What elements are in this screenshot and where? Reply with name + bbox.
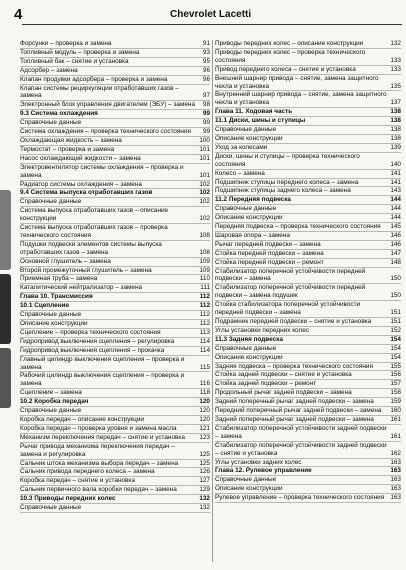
- toc-entry: [215, 268, 401, 285]
- toc-entry: [20, 311, 210, 320]
- toc-entry: [20, 389, 210, 398]
- toc-entry-page: 98: [202, 101, 210, 109]
- toc-entry: [215, 170, 401, 179]
- toc-entry: [215, 187, 401, 196]
- toc-entry-title: Описание конструкции: [215, 134, 283, 142]
- toc-entry-title: Подшипник ступицы заднего колеса – замена: [215, 187, 351, 195]
- toc-entry: [20, 258, 210, 267]
- toc-entry: [20, 128, 210, 137]
- toc-entry-page: 138: [390, 134, 401, 142]
- toc-entry-page: 147: [390, 249, 401, 257]
- toc-entry: [215, 135, 401, 144]
- toc-entry-title: Второй промежуточный глушитель – замена: [20, 266, 152, 274]
- toc-entry-title: Главный цилиндр выключения сцепления – проверка и замена: [20, 355, 185, 371]
- toc-entry: [20, 477, 210, 486]
- toc-entry-page: 120: [199, 407, 210, 415]
- toc-entry-title: Стабилизатор поперечной устойчивости задней подвески – снятие и установка: [215, 441, 387, 457]
- toc-entry-page: 150: [390, 292, 401, 300]
- toc-entry: [215, 425, 401, 442]
- toc-entry-title: 9.4 Система выпуска отработавших газов: [20, 189, 153, 197]
- toc-entry: [215, 205, 401, 214]
- toc-entry: [20, 425, 210, 434]
- toc-entry-page: 91: [202, 40, 210, 47]
- toc-entry-title: Привод переднего колеса – снятие и установка: [215, 65, 356, 73]
- toc-entry-title: Задний поперечный рычаг задней подвески – замена: [215, 398, 374, 406]
- toc-entry-title: Термостат – проверка и замена: [20, 145, 115, 153]
- toc-entry-page: 102: [199, 189, 210, 197]
- toc-entry-page: 97: [202, 92, 210, 100]
- toc-entry: [215, 241, 401, 250]
- toc-entry-title: Электровентилятор системы охлаждения – проверка и замена: [20, 163, 184, 179]
- toc-entry: [215, 407, 401, 416]
- toc-entry-page: 141: [390, 169, 401, 177]
- toc-entry-title: Подшипник ступицы переднего колеса – замена: [215, 178, 359, 186]
- toc-entry-title: Колесо – замена: [215, 169, 265, 177]
- toc-entry-title: Рычаг передней подвески – замена: [215, 240, 321, 248]
- toc-entry-page: 101: [199, 145, 210, 153]
- toc-entry-page: 115: [199, 363, 210, 371]
- toc-entry: [20, 468, 210, 477]
- toc-entry-page: 160: [390, 407, 401, 415]
- toc-entry-page: 101: [199, 154, 210, 162]
- page-header: [0, 0, 406, 34]
- toc-entry: [20, 101, 210, 110]
- toc-entry: [215, 144, 401, 153]
- toc-entry-title: Коробка передач – описание конструкции: [20, 415, 144, 423]
- toc-entry-page: 151: [390, 309, 401, 317]
- toc-entry: [20, 443, 210, 460]
- thumb-tab: [0, 190, 11, 270]
- toc-entry: [215, 232, 401, 241]
- toc-entry: [215, 345, 401, 354]
- toc-entry-page: 114: [199, 346, 210, 354]
- toc-entry-title: Механизм переключения передач – снятие и установка: [20, 433, 185, 441]
- toc-section-heading: [215, 336, 401, 345]
- toc-entry-page: 162: [390, 449, 401, 457]
- toc-entry-page: 138: [390, 117, 401, 125]
- toc-entry: [20, 460, 210, 469]
- toc-entry: [20, 198, 210, 207]
- toc-entry-title: 11.3 Задняя подвеска: [215, 335, 283, 343]
- toc-entry: [20, 164, 210, 181]
- toc-entry-page: 151: [390, 318, 401, 325]
- toc-entry-title: Охлаждающая жидкость – замена: [20, 136, 122, 144]
- chapter-thumb-tabs: [0, 190, 12, 408]
- toc-entry-title: Система выпуска отработавших газов – описание конструкции: [20, 207, 169, 223]
- toc-entry: [215, 494, 401, 503]
- toc-entry: [215, 442, 401, 459]
- toc-entry-title: Глава 11. Ходовая часть: [215, 108, 293, 116]
- toc-entry-title: Подушки подвески элементов системы выпуска отработавших газов – замена: [20, 240, 162, 256]
- toc-entry-page: 163: [390, 467, 401, 475]
- toc-left-column: [20, 40, 210, 562]
- toc-entry-page: 112: [199, 320, 210, 327]
- toc-entry-title: Система охлаждения – проверка технического состояния: [20, 128, 191, 136]
- toc-entry-title: Стойка задней подвески – ремонт: [215, 380, 317, 388]
- toc-entry: [215, 371, 401, 380]
- toc-entry-page: 146: [390, 231, 401, 239]
- toc-entry-title: Основной глушитель – замена: [20, 257, 111, 265]
- toc-entry-title: Топливный модуль – проверка и замена: [20, 48, 140, 56]
- toc-entry-title: Задний поперечный рычаг задней подвески – замена: [215, 415, 374, 423]
- toc-entry-title: Шаровая опора – замена: [215, 231, 290, 239]
- toc-entry-page: 113: [199, 328, 210, 336]
- toc-entry-page: 163: [390, 485, 401, 493]
- toc-entry-page: 102: [199, 198, 210, 206]
- toc-entry-title: Стабилизатор поперечной устойчивости передней подвески – замена: [215, 267, 366, 283]
- toc-entry: [20, 58, 210, 67]
- toc-entry-page: 109: [199, 266, 210, 274]
- toc-entry-page: 100: [199, 136, 210, 144]
- toc-entry-page: 112: [199, 293, 210, 301]
- toc-entry: [215, 416, 401, 425]
- toc-entry: [215, 223, 401, 232]
- toc-entry: [215, 179, 401, 188]
- toc-entry-page: 137: [390, 99, 401, 107]
- toc-entry: [215, 459, 401, 468]
- toc-entry-title: Справочные данные: [20, 407, 82, 415]
- toc-entry-title: Стойка передней подвески – ремонт: [215, 258, 324, 266]
- toc-section-heading: [20, 302, 210, 311]
- toc-entry-title: Справочные данные: [215, 476, 277, 484]
- toc-entry-page: 120: [199, 398, 210, 406]
- toc-entry-page: 154: [390, 353, 401, 361]
- toc-entry-page: 126: [199, 468, 210, 476]
- toc-section-heading: [215, 196, 401, 205]
- toc-entry-title: Справочные данные: [20, 198, 82, 206]
- toc-entry-title: Сцепление – замена: [20, 389, 82, 397]
- toc-entry-title: Справочные данные: [20, 119, 82, 127]
- toc-entry-title: Глава 10. Трансмиссия: [20, 293, 93, 301]
- toc-entry-page: 146: [390, 240, 401, 248]
- toc-entry-page: 163: [390, 476, 401, 484]
- toc-entry: [20, 347, 210, 356]
- toc-entry-page: 102: [199, 215, 210, 223]
- running-title: Chevrolet Lacetti: [170, 9, 252, 20]
- toc-entry: [215, 75, 401, 92]
- toc-entry-title: Стойка задней подвески – снятие и установка: [215, 371, 352, 379]
- toc-entry-title: Сальник привода переднего колеса – замена: [20, 468, 155, 476]
- toc-entry-page: 110: [199, 275, 210, 283]
- toc-entry-page: 99: [202, 128, 210, 136]
- toc-right-column: [215, 40, 401, 562]
- toc-entry: [215, 153, 401, 170]
- toc-entry-title: 9.3 Система охлаждения: [20, 110, 98, 118]
- toc-entry: [215, 250, 401, 259]
- toc-entry-title: Задняя подвеска – проверка технического состояния: [215, 362, 373, 370]
- toc-entry: [215, 485, 401, 494]
- toc-entry-title: Коробка передач – снятие и установка: [20, 477, 135, 485]
- toc-entry-page: 144: [390, 196, 401, 204]
- toc-entry: [20, 284, 210, 293]
- thumb-tab: [0, 348, 11, 408]
- toc-entry-page: 154: [390, 335, 401, 343]
- toc-entry: [20, 416, 210, 425]
- toc-entry-page: 109: [199, 257, 210, 265]
- toc-entry: [215, 126, 401, 135]
- toc-entry-page: 138: [390, 108, 401, 116]
- toc-entry-page: 139: [390, 143, 401, 151]
- toc-entry-page: 133: [390, 65, 401, 73]
- toc-entry-title: Описание конструкции: [215, 485, 283, 493]
- toc-entry: [20, 85, 210, 102]
- toc-entry-title: Передний поперечный рычаг задней подвески – замена: [215, 407, 382, 415]
- toc-entry-title: Подрамник передней подвески – снятие и установка: [215, 318, 372, 325]
- toc-entry-title: Приводы передних колес – описание конструкции: [215, 40, 364, 47]
- toc-section-heading: [20, 398, 210, 407]
- toc-entry-title: Описание конструкции: [215, 214, 283, 222]
- toc-entry-page: 111: [200, 284, 210, 292]
- toc-entry-page: 138: [390, 126, 401, 134]
- toc-entry-title: Клапан системы рециркуляции отработавших газов – замена: [20, 84, 179, 100]
- toc-entry: [20, 146, 210, 155]
- toc-section-heading: [20, 293, 210, 302]
- toc-entry-page: 129: [199, 486, 210, 494]
- toc-entry-page: 95: [202, 57, 210, 65]
- toc-entry-title: Насос охлаждающей жидкости – замена: [20, 154, 141, 162]
- toc-entry: [20, 155, 210, 164]
- toc-entry-page: 96: [202, 75, 210, 83]
- toc-entry: [20, 504, 210, 513]
- toc-entry: [215, 318, 401, 327]
- toc-entry-page: 125: [199, 450, 210, 458]
- toc-entry: [20, 67, 210, 76]
- toc-entry-page: 150: [390, 275, 401, 283]
- toc-entry-title: Справочные данные: [215, 344, 277, 352]
- toc-entry: [215, 380, 401, 389]
- toc-entry: [215, 49, 401, 66]
- toc-entry: [20, 407, 210, 416]
- toc-entry: [215, 91, 401, 108]
- toc-entry-page: 144: [390, 214, 401, 222]
- toc-entry-title: Стабилизатор поперечной устойчивости задней подвески – замена: [215, 424, 387, 440]
- toc-entry-title: 11.2 Передняя подвеска: [215, 196, 291, 204]
- toc-entry: [20, 486, 210, 495]
- toc-entry-title: Стойка стабилизатора поперечной устойчивости передней подвески – замена: [215, 301, 361, 317]
- toc-entry: [20, 356, 210, 373]
- toc-entry-page: 132: [390, 40, 401, 47]
- toc-entry-title: Сальник штока механизма выбора передач – замена: [20, 459, 179, 467]
- toc-entry-page: 144: [390, 205, 401, 213]
- toc-entry-page: 99: [202, 110, 210, 118]
- toc-entry-title: Приводы передних колес – проверка технического состояния: [215, 48, 366, 64]
- toc-entry-title: Гидропривод выключения сцепления – прокачка: [20, 346, 165, 354]
- toc-entry: [215, 327, 401, 336]
- toc-entry-page: 135: [390, 82, 401, 90]
- toc-entry: [20, 76, 210, 85]
- toc-entry-title: Углы установки передних колес: [215, 326, 309, 334]
- toc-entry-page: 118: [199, 389, 210, 397]
- toc-entry-page: 120: [199, 415, 210, 423]
- toc-entry: [215, 476, 401, 485]
- toc-entry-title: Гидропривод выключения сцепления – регулировка: [20, 337, 175, 345]
- toc-entry: [20, 137, 210, 146]
- toc-entry-title: 10.3 Приводы передних колес: [20, 495, 116, 503]
- toc-section-heading: [20, 495, 210, 504]
- toc-entry-title: Каталитический нейтрализатор – замена: [20, 284, 143, 292]
- toc-entry-title: Сцепление – проверка технического состояния: [20, 328, 161, 336]
- toc-entry: [20, 119, 210, 128]
- toc-entry-page: 163: [390, 494, 401, 502]
- toc-entry-page: 145: [390, 223, 401, 231]
- toc-entry: [20, 329, 210, 338]
- toc-entry-title: Сальник первичного вала коробки передач – замена: [20, 486, 177, 494]
- toc-entry-page: 127: [199, 477, 210, 485]
- toc-entry-title: Радиатор системы охлаждения – замена: [20, 180, 142, 188]
- toc-entry-page: 123: [199, 433, 210, 441]
- toc-entry: [20, 207, 210, 224]
- toc-entry-page: 96: [202, 66, 210, 74]
- toc-entry-title: Адсорбер – замена: [20, 66, 78, 74]
- toc-entry: [215, 284, 401, 301]
- toc-entry: [20, 224, 210, 241]
- toc-section-heading: [215, 108, 401, 117]
- toc-entry-title: Описание конструкции: [20, 320, 88, 327]
- toc-entry-title: Углы установки задних колес: [215, 458, 302, 466]
- toc-entry: [20, 372, 210, 389]
- header-rule: [22, 24, 402, 25]
- toc-entry-page: 132: [199, 504, 210, 512]
- toc-entry-page: 101: [199, 171, 210, 179]
- toc-entry-title: Форсунки – проверка и замена: [20, 40, 112, 47]
- toc-entry: [20, 320, 210, 329]
- toc-entry-title: Справочные данные: [215, 205, 277, 213]
- toc-entry-title: Коробка передач – проверка уровня и замена масла: [20, 424, 177, 432]
- toc-section-heading: [215, 117, 401, 126]
- toc-entry-title: Стойка передней подвески – замена: [215, 249, 324, 257]
- toc-entry-title: Электронный блок управления двигателем (ЭБУ) – замена: [20, 101, 196, 109]
- toc-entry-page: 152: [390, 326, 401, 334]
- toc-entry-page: 116: [199, 380, 210, 388]
- toc-entry-page: 143: [390, 187, 401, 195]
- toc-entry-title: Внешний шарнир привода – снятие, замена защитного чехла и установка: [215, 74, 379, 90]
- toc-entry-title: Рычаг привода механизма переключения передач – замена и регулировка: [20, 442, 175, 458]
- toc-entry-title: 11.1 Диски, шины и ступицы: [215, 117, 306, 125]
- toc-entry-page: 163: [390, 458, 401, 466]
- toc-entry: [215, 66, 401, 75]
- toc-entry-page: 121: [199, 424, 210, 432]
- toc-entry-title: Описание конструкции: [215, 353, 283, 361]
- toc-entry: [215, 389, 401, 398]
- toc-entry-page: 148: [390, 258, 401, 266]
- toc-entry-page: 99: [202, 119, 210, 127]
- toc-entry-page: 112: [199, 311, 210, 319]
- toc-entry: [215, 398, 401, 407]
- toc-entry: [215, 214, 401, 223]
- toc-entry-title: Топливный бак – снятие и установка: [20, 57, 129, 65]
- toc-entry: [20, 434, 210, 443]
- toc-entry-page: 161: [390, 415, 401, 423]
- toc-entry-title: Продольный рычаг задней подвески – замена: [215, 389, 352, 397]
- toc-entry-page: 114: [199, 337, 210, 345]
- toc-entry-title: Справочные данные: [20, 311, 82, 319]
- toc-entry: [215, 354, 401, 363]
- toc-entry: [20, 40, 210, 49]
- toc-entry-page: 133: [390, 56, 401, 64]
- toc-entry-page: 155: [390, 362, 401, 370]
- toc-entry-title: Внутренний шарнир привода – снятие, замена защитного чехла и установка: [215, 91, 387, 107]
- toc-entry: [20, 338, 210, 347]
- toc-entry-title: 10.2 Коробка передач: [20, 398, 89, 406]
- toc-entry: [215, 301, 401, 318]
- toc-entry-title: Глава 12. Рулевое управление: [215, 467, 312, 475]
- toc-entry-title: Клапан продувки адсорбера – проверка и замена: [20, 75, 168, 83]
- toc-entry-title: Уход за колесами: [215, 143, 268, 151]
- toc-entry-page: 159: [390, 398, 401, 406]
- toc-entry-page: 157: [390, 380, 401, 388]
- toc-entry-title: Справочные данные: [215, 126, 277, 134]
- toc-entry-title: Система выпуска отработавших газов – проверка технического состояния: [20, 224, 168, 239]
- toc-entry-page: 108: [199, 231, 210, 239]
- toc-entry: [20, 241, 210, 258]
- toc-entry-title: Справочные данные: [20, 504, 82, 512]
- toc-section-heading: [20, 189, 210, 198]
- toc-entry-page: 125: [199, 459, 210, 467]
- toc-entry-title: Стабилизатор поперечной устойчивости передней подвески – замена подушек: [215, 284, 366, 300]
- toc-entry-page: 154: [390, 344, 401, 352]
- toc-entry-page: 108: [199, 248, 210, 256]
- toc-entry-page: 141: [390, 178, 401, 186]
- toc-entry-title: Диски, шины и ступицы – проверка технического состояния: [215, 152, 360, 168]
- toc-section-heading: [215, 467, 401, 476]
- toc-entry-page: 161: [390, 432, 401, 440]
- column-divider: [212, 40, 213, 562]
- thumb-tab: [0, 274, 11, 344]
- toc-entry-page: 132: [199, 495, 210, 503]
- toc-entry-title: Приемная труба – замена: [20, 275, 98, 283]
- toc-entry-title: Рабочий цилиндр выключения сцепления – проверка и замена: [20, 372, 185, 388]
- toc-section-heading: [20, 110, 210, 119]
- toc-entry: [215, 259, 401, 268]
- toc-entry-page: 93: [202, 48, 210, 56]
- toc-entry: [215, 40, 401, 49]
- toc-entry-title: Передняя подвеска – проверка технического состояния: [215, 223, 381, 231]
- toc-entry-title: Рулевое управление – проверка технического состояния: [215, 494, 385, 502]
- toc-entry: [20, 49, 210, 58]
- toc-entry-page: 112: [199, 302, 210, 310]
- toc-entry-title: 10.1 Сцепление: [20, 302, 70, 310]
- toc-entry-page: 158: [390, 389, 401, 397]
- toc-entry-page: 156: [390, 371, 401, 379]
- page-number: 4: [14, 6, 23, 23]
- toc-entry-page: 140: [390, 160, 401, 168]
- toc-entry-page: 102: [199, 180, 210, 188]
